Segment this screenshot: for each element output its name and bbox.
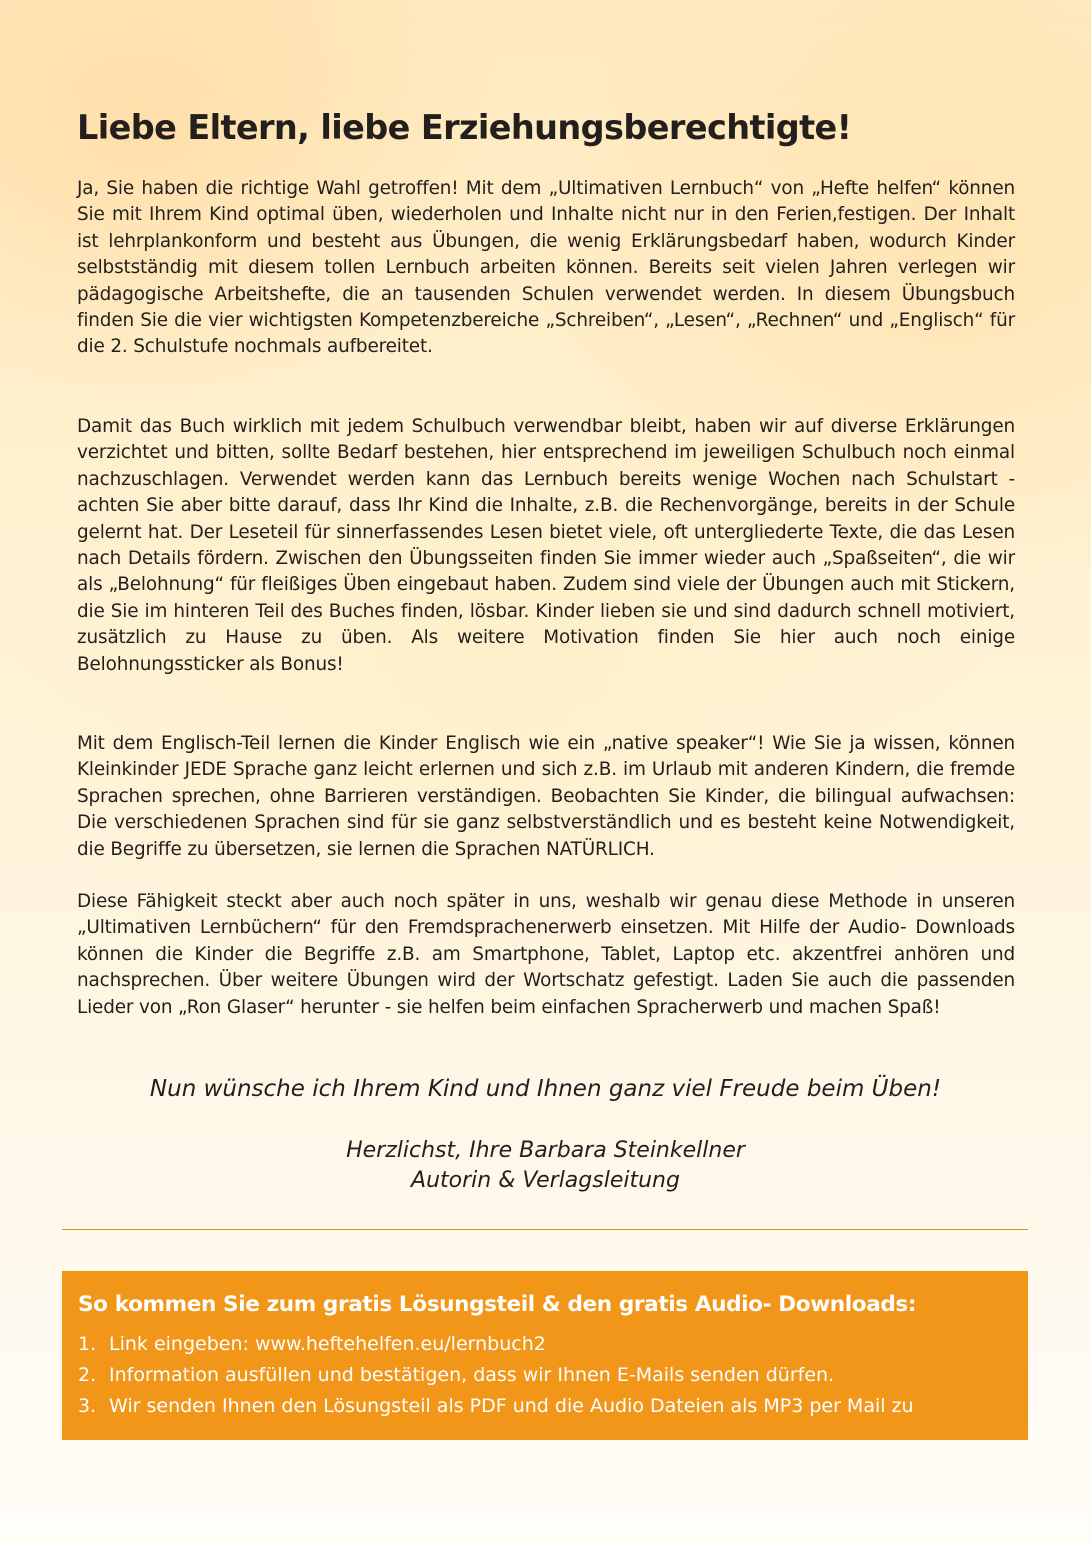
closing-wish: Nun wünsche ich Ihrem Kind und Ihnen ganz viel Freude beim Üben! bbox=[149, 1076, 942, 1102]
paragraph-intro bbox=[77, 176, 1015, 361]
divider-line bbox=[62, 1229, 1028, 1230]
info-box-title: So kommen Sie zum gratis Lösungsteil & den gratis Audio- Downloads: bbox=[78, 1292, 917, 1317]
page-title: Liebe Eltern, liebe Erziehungsberechtigte! bbox=[77, 108, 852, 147]
paragraph-text: Diese Fähigkeit steckt aber auch noch später in uns, weshalb wir genau diese Methode in unseren „Ultimativen Lernbüchern“ für den Fremdsprachenerwerb einsetzen. Mit Hilfe der Audio- Downloads können die Kinder die Begriffe z.B. am Smartphone, Tablet, Laptop etc. akzentfrei anhören und nachsprechen. Über weitere Übungen wird der Wortschatz gefestigt. Laden Sie auch die passenden Lieder von „Ron Glaser“ herunter - sie helfen beim einfachen Spracherwerb und machen Spaß! bbox=[77, 891, 1015, 1018]
step-number: 1. bbox=[78, 1333, 97, 1355]
list-item bbox=[78, 1331, 1018, 1362]
paragraph-method bbox=[77, 889, 1015, 1021]
paragraph-usage bbox=[77, 414, 1015, 678]
steps-list bbox=[78, 1331, 1018, 1424]
paragraph-text: Damit das Buch wirklich mit jedem Schulbuch verwendbar bleibt, haben wir auf diverse Erklärungen verzichtet und bitten, sollte Bedarf bestehen, hier entsprechend im jeweiligen Schulbuch noch einmal nachzuschlagen. Verwendet werden kann das Lernbuch bereits wenige Wochen nach Schulstart - achten Sie aber bitte darauf, dass Ihr Kind die Inhalte, z.B. die Rechenvorgänge, bereits in der Schule gelernt hat. Der Leseteil für sinnerfassendes Lesen bietet viele, oft untergliederte Texte, die das Lesen nach Details fördern. Zwischen den Übungsseiten finden Sie immer wieder auch „Spaßseiten“, die wir als „Belohnung“ für fleißiges Üben eingebaut haben. Zudem sind viele der Übungen auch mit Stickern, die Sie im hinteren Teil des Buches finden, lösbar. Kinder lieben sie und sind dadurch schnell motiviert, zusätzlich zu Hause zu üben. Als weitere Motivation finden Sie hier auch noch einige Belohnungssticker als Bonus! bbox=[77, 416, 1015, 675]
step-number: 2. bbox=[78, 1364, 97, 1386]
list-item bbox=[78, 1393, 1018, 1424]
paragraph-english bbox=[77, 731, 1015, 863]
step-number: 3. bbox=[78, 1395, 97, 1417]
paragraph-text: Ja, Sie haben die richtige Wahl getroffen! Mit dem „Ultimativen Lernbuch“ von „Hefte helfen“ können Sie mit Ihrem Kind optimal üben, wiederholen und Inhalte nicht nur in den Ferien,festigen. Der Inhalt ist lehrplankonform und besteht aus Übungen, die wenig Erklärungsbedarf haben, wodurch Kinder selbstständig mit diesem tollen Lernbuch arbeiten können. Bereits seit vielen Jahren verlegen wir pädagogische Arbeitshefte, die an tausenden Schulen verwendet werden. In diesem Übungsbuch finden Sie die vier wichtigsten Kompetenzbereiche „Schreiben“, „Lesen“, „Rechnen“ und „Englisch“ für die 2. Schulstufe nochmals aufbereitet. bbox=[77, 178, 1015, 358]
list-item bbox=[78, 1362, 1018, 1393]
signature-role: Autorin & Verlagsleitung bbox=[411, 1168, 680, 1193]
signature-name: Herzlichst, Ihre Barbara Steinkellner bbox=[346, 1138, 745, 1163]
step-text-link: Link eingeben: www.heftehelfen.eu/lernbuch2 bbox=[109, 1333, 546, 1355]
paragraph-text: Mit dem Englisch-Teil lernen die Kinder Englisch wie ein „native speaker“! Wie Sie ja wissen, können Kleinkinder JEDE Sprache ganz leicht erlernen und sich z.B. im Urlaub mit anderen Kindern, die fremde Sprachen sprechen, ohne Barrieren verständigen. Beobachten Sie Kinder, die bilingual aufwachsen: Die verschiedenen Sprachen sind für sie ganz selbstverständlich und es besteht keine Notwendigkeit, die Begriffe zu übersetzen, sie lernen die Sprachen NATÜRLICH. bbox=[77, 733, 1015, 860]
step-text: Information ausfüllen und bestätigen, dass wir Ihnen E-Mails senden dürfen. bbox=[109, 1364, 835, 1386]
download-info-box bbox=[62, 1271, 1028, 1440]
step-text: Wir senden Ihnen den Lösungsteil als PDF und die Audio Dateien als MP3 per Mail zu bbox=[109, 1395, 914, 1417]
